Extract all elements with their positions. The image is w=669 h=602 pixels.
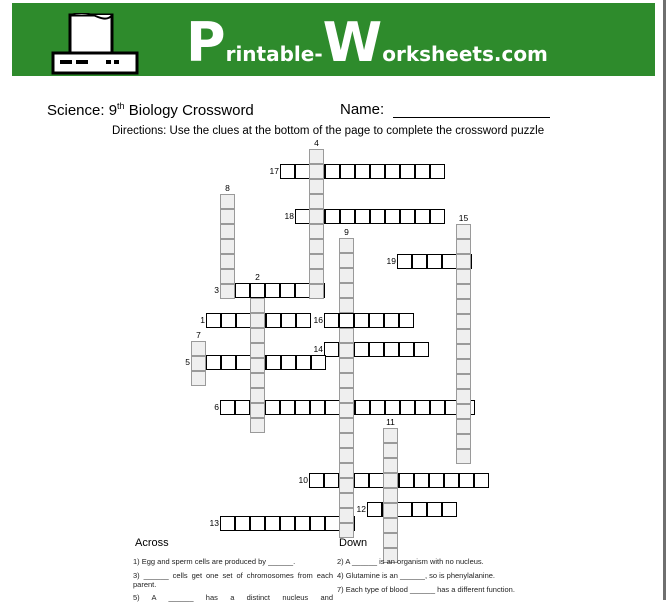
crossword-cell[interactable]: [400, 400, 415, 415]
crossword-cell[interactable]: [383, 443, 398, 458]
crossword-cell[interactable]: [399, 342, 414, 357]
crossword-cell[interactable]: [309, 194, 324, 209]
crossword-cell[interactable]: [442, 502, 457, 517]
crossword-cell[interactable]: [383, 473, 398, 488]
crossword-cell[interactable]: [324, 313, 339, 328]
clue-number-9: 9: [344, 227, 349, 237]
clue-number-7: 7: [196, 330, 201, 340]
crossword-cell[interactable]: [400, 164, 415, 179]
crossword-cell[interactable]: [339, 298, 354, 313]
crossword-cell[interactable]: [355, 209, 370, 224]
clue-number-1: 1: [200, 315, 205, 325]
crossword-cell[interactable]: [369, 313, 384, 328]
crossword-cell[interactable]: [339, 268, 354, 283]
crossword-cell[interactable]: [383, 488, 398, 503]
crossword-cell[interactable]: [266, 355, 281, 370]
crossword-cell[interactable]: [220, 194, 235, 209]
crossword-cell[interactable]: [415, 209, 430, 224]
clue-across-5: 5) A ______ has a distinct nucleus and: [133, 593, 333, 602]
crossword-cell[interactable]: [325, 516, 340, 531]
crossword-cell[interactable]: [235, 400, 250, 415]
crossword-cell[interactable]: [265, 516, 280, 531]
crossword-cell[interactable]: [339, 478, 354, 493]
clue-number-4: 4: [314, 138, 319, 148]
crossword-cell[interactable]: [339, 433, 354, 448]
crossword-cell[interactable]: [309, 269, 324, 284]
crossword-cell[interactable]: [383, 518, 398, 533]
crossword-cell[interactable]: [397, 502, 412, 517]
crossword-cell[interactable]: [456, 254, 471, 269]
site-banner: [12, 3, 655, 76]
crossword-cell[interactable]: [339, 343, 354, 358]
crossword-cell[interactable]: [369, 473, 384, 488]
crossword-cell[interactable]: [456, 449, 471, 464]
crossword-cell[interactable]: [324, 342, 339, 357]
name-field[interactable]: [393, 117, 550, 118]
crossword-cell[interactable]: [383, 428, 398, 443]
crossword-cell[interactable]: [310, 400, 325, 415]
crossword-cell[interactable]: [456, 344, 471, 359]
crossword-cell[interactable]: [250, 283, 265, 298]
crossword-cell[interactable]: [385, 209, 400, 224]
worksheet-title: Science: 9th Biology Crossword: [47, 101, 254, 119]
crossword-cell[interactable]: [281, 313, 296, 328]
crossword-cell[interactable]: [339, 373, 354, 388]
crossword-cell[interactable]: [400, 209, 415, 224]
crossword-cell[interactable]: [339, 313, 354, 328]
crossword-cell[interactable]: [280, 283, 295, 298]
crossword-cell[interactable]: [250, 343, 265, 358]
down-header: Down: [339, 537, 368, 549]
crossword-cell[interactable]: [295, 209, 310, 224]
crossword-cell[interactable]: [367, 502, 382, 517]
crossword-cell[interactable]: [414, 342, 429, 357]
across-header: Across: [135, 537, 169, 549]
crossword-cell[interactable]: [385, 164, 400, 179]
crossword-cell[interactable]: [339, 448, 354, 463]
crossword-cell[interactable]: [309, 149, 324, 164]
crossword-cell[interactable]: [324, 473, 339, 488]
clue-number-19: 19: [386, 256, 396, 266]
crossword-cell[interactable]: [339, 403, 354, 418]
crossword-cell[interactable]: [309, 239, 324, 254]
crossword-cell[interactable]: [442, 254, 457, 269]
clue-across-1: 1) Egg and sperm cells are produced by ______.: [133, 557, 296, 566]
crossword-cell[interactable]: [221, 313, 236, 328]
crossword-cell[interactable]: [456, 269, 471, 284]
clue-number-10: 10: [298, 475, 308, 485]
directions-text: Directions: Use the clues at the bottom of the page to complete the crossword puzzle: [112, 125, 545, 137]
crossword-cell[interactable]: [384, 342, 399, 357]
crossword-cell[interactable]: [456, 359, 471, 374]
crossword-cell[interactable]: [191, 356, 206, 371]
crossword-cell[interactable]: [427, 254, 442, 269]
crossword-cell[interactable]: [220, 516, 235, 531]
crossword-cell[interactable]: [221, 355, 236, 370]
crossword-cell[interactable]: [370, 164, 385, 179]
crossword-cell[interactable]: [265, 400, 280, 415]
crossword-cell[interactable]: [250, 328, 265, 343]
clue-number-18: 18: [284, 211, 294, 221]
crossword-cell[interactable]: [339, 463, 354, 478]
crossword-cell[interactable]: [309, 179, 324, 194]
crossword-cell[interactable]: [265, 283, 280, 298]
crossword-cell[interactable]: [250, 403, 265, 418]
crossword-cell[interactable]: [325, 400, 340, 415]
crossword-cell[interactable]: [311, 355, 326, 370]
crossword-cell[interactable]: [295, 283, 310, 298]
crossword-cell[interactable]: [415, 164, 430, 179]
crossword-cell[interactable]: [235, 283, 250, 298]
crossword-cell[interactable]: [250, 516, 265, 531]
crossword-cell[interactable]: [220, 254, 235, 269]
crossword-cell[interactable]: [280, 164, 295, 179]
crossword-cell[interactable]: [456, 404, 471, 419]
crossword-cell[interactable]: [236, 355, 251, 370]
crossword-cell[interactable]: [339, 508, 354, 523]
crossword-cell[interactable]: [456, 434, 471, 449]
crossword-cell[interactable]: [354, 473, 369, 488]
clue-number-5: 5: [185, 357, 190, 367]
clue-down-7: 7) Each type of blood ______ has a different function.: [337, 585, 515, 594]
crossword-cell[interactable]: [325, 164, 340, 179]
crossword-cell[interactable]: [309, 164, 324, 179]
crossword-cell[interactable]: [430, 209, 445, 224]
crossword-cell[interactable]: [429, 473, 444, 488]
crossword-cell[interactable]: [412, 254, 427, 269]
site-logo-text[interactable]: Printable-Worksheets.com: [186, 11, 548, 74]
crossword-cell[interactable]: [309, 224, 324, 239]
name-label: Name:: [340, 101, 385, 118]
crossword-cell[interactable]: [220, 224, 235, 239]
crossword-cell[interactable]: [220, 239, 235, 254]
crossword-cell[interactable]: [339, 388, 354, 403]
crossword-cell[interactable]: [399, 473, 414, 488]
crossword-cell[interactable]: [456, 224, 471, 239]
printer-icon: [50, 13, 140, 75]
crossword-cell[interactable]: [383, 503, 398, 518]
crossword-cell[interactable]: [397, 254, 412, 269]
clue-down-4: 4) Glutamine is an ______, so is phenylalanine.: [337, 571, 496, 580]
crossword-cell[interactable]: [191, 371, 206, 386]
clue-number-17: 17: [269, 166, 279, 176]
crossword-cell[interactable]: [339, 358, 354, 373]
crossword-cell[interactable]: [220, 209, 235, 224]
crossword-cell[interactable]: [309, 254, 324, 269]
crossword-cell[interactable]: [339, 493, 354, 508]
crossword-cell[interactable]: [355, 164, 370, 179]
crossword-cell[interactable]: [456, 329, 471, 344]
crossword-cell[interactable]: [456, 299, 471, 314]
crossword-cell[interactable]: [383, 458, 398, 473]
crossword-cell[interactable]: [369, 342, 384, 357]
crossword-cell[interactable]: [236, 313, 251, 328]
crossword-cell[interactable]: [430, 164, 445, 179]
crossword-cell[interactable]: [415, 400, 430, 415]
clue-number-12: 12: [356, 504, 366, 514]
crossword-cell[interactable]: [459, 473, 474, 488]
crossword-cell[interactable]: [206, 355, 221, 370]
crossword-cell[interactable]: [355, 400, 370, 415]
crossword-cell[interactable]: [280, 516, 295, 531]
crossword-cell[interactable]: [370, 209, 385, 224]
crossword-cell[interactable]: [385, 400, 400, 415]
crossword-cell[interactable]: [281, 355, 296, 370]
crossword-cell[interactable]: [456, 314, 471, 329]
clue-number-14: 14: [313, 344, 323, 354]
clue-number-13: 13: [209, 518, 219, 528]
crossword-cell[interactable]: [414, 473, 429, 488]
crossword-cell[interactable]: [340, 209, 355, 224]
clue-number-15: 15: [458, 213, 469, 223]
crossword-cell[interactable]: [384, 313, 399, 328]
crossword-cell[interactable]: [296, 355, 311, 370]
crossword-cell[interactable]: [412, 502, 427, 517]
crossword-cell[interactable]: [309, 209, 324, 224]
crossword-cell[interactable]: [325, 209, 340, 224]
crossword-cell[interactable]: [383, 533, 398, 548]
crossword-cell[interactable]: [427, 502, 442, 517]
crossword-cell[interactable]: [370, 400, 385, 415]
crossword-cell[interactable]: [295, 400, 310, 415]
clue-down-2: 2) A ______ is an organism with no nucleus.: [337, 557, 484, 566]
crossword-cell[interactable]: [295, 516, 310, 531]
clue-number-6: 6: [214, 402, 219, 412]
crossword-cell[interactable]: [310, 516, 325, 531]
crossword-cell[interactable]: [354, 313, 369, 328]
crossword-cell[interactable]: [354, 342, 369, 357]
crossword-cell[interactable]: [191, 341, 206, 356]
crossword-cell[interactable]: [339, 523, 354, 538]
crossword-cell[interactable]: [250, 373, 265, 388]
crossword-cell[interactable]: [430, 400, 445, 415]
clue-number-16: 16: [313, 315, 323, 325]
clue-across-3: 3) ______ cells get one set of chromosomes from each parent.: [133, 571, 333, 589]
crossword-cell[interactable]: [339, 253, 354, 268]
crossword-cell[interactable]: [250, 358, 265, 373]
crossword-cell[interactable]: [339, 283, 354, 298]
crossword-cell[interactable]: [280, 400, 295, 415]
crossword-cell[interactable]: [206, 313, 221, 328]
crossword-cell[interactable]: [295, 164, 310, 179]
crossword-cell[interactable]: [235, 516, 250, 531]
crossword-cell[interactable]: [340, 164, 355, 179]
crossword-cell[interactable]: [456, 374, 471, 389]
crossword-cell[interactable]: [474, 473, 489, 488]
crossword-cell[interactable]: [309, 473, 324, 488]
clue-number-2: 2: [255, 272, 260, 282]
crossword-cell[interactable]: [220, 400, 235, 415]
crossword-cell[interactable]: [456, 239, 471, 254]
clue-number-11: 11: [386, 417, 395, 427]
crossword-cell[interactable]: [220, 284, 235, 299]
crossword-cell[interactable]: [456, 419, 471, 434]
crossword-cell[interactable]: [399, 313, 414, 328]
crossword-cell[interactable]: [250, 313, 265, 328]
crossword-cell[interactable]: [339, 328, 354, 343]
crossword-cell[interactable]: [309, 284, 324, 299]
crossword-cell[interactable]: [339, 238, 354, 253]
crossword-cell[interactable]: [250, 388, 265, 403]
clue-number-3: 3: [214, 285, 219, 295]
crossword-cell[interactable]: [220, 269, 235, 284]
crossword-cell[interactable]: [444, 473, 459, 488]
crossword-cell[interactable]: [339, 418, 354, 433]
crossword-cell[interactable]: [250, 298, 265, 313]
crossword-cell[interactable]: [266, 313, 281, 328]
crossword-cell[interactable]: [456, 284, 471, 299]
crossword-cell[interactable]: [250, 418, 265, 433]
clue-number-8: 8: [225, 183, 230, 193]
crossword-cell[interactable]: [456, 389, 471, 404]
